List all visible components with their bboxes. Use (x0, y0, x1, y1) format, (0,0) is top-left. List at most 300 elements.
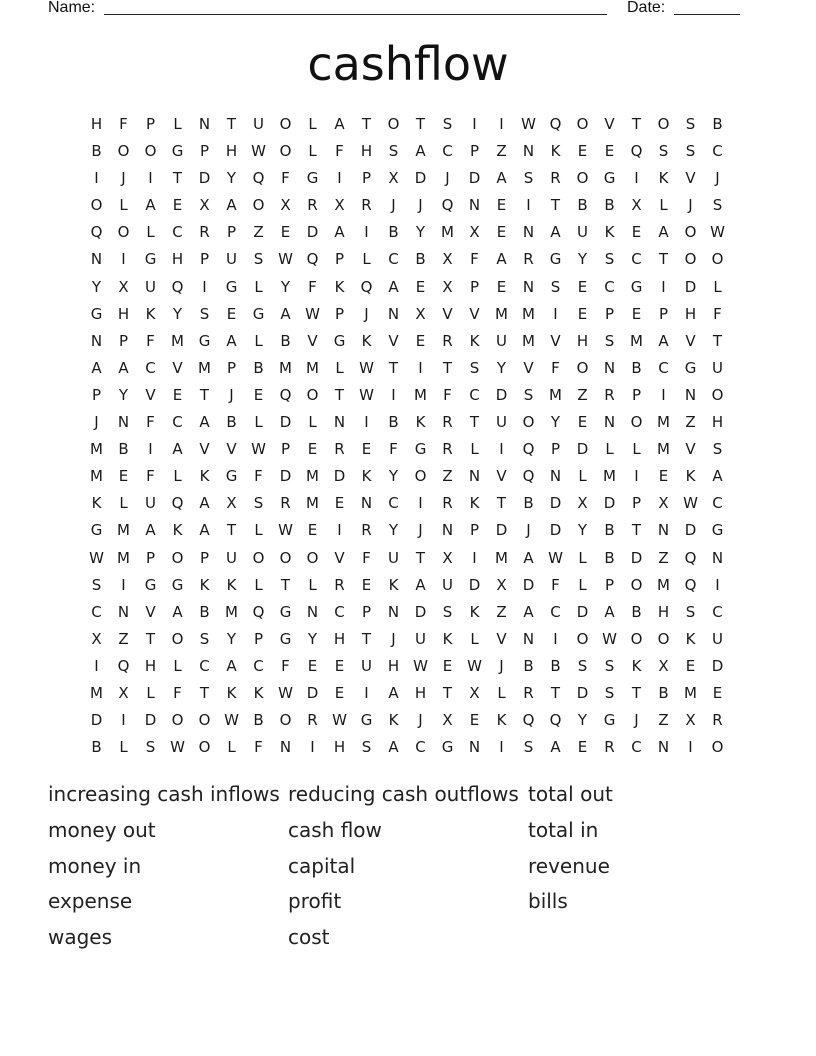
grid-letter[interactable]: D (495, 385, 508, 404)
grid-letter[interactable]: G (252, 304, 265, 323)
grid-letter[interactable]: D (414, 602, 427, 621)
grid-letter[interactable]: A (334, 115, 345, 133)
grid-letter[interactable]: E (334, 656, 345, 675)
grid-letter[interactable]: V (604, 115, 615, 133)
grid-letter[interactable]: T (226, 521, 237, 540)
grid-letter[interactable]: X (91, 629, 102, 648)
grid-letter[interactable]: N (603, 358, 616, 377)
grid-letter[interactable]: O (630, 413, 643, 432)
grid-letter[interactable]: I (553, 629, 558, 648)
grid-letter[interactable]: H (711, 413, 724, 432)
grid-letter[interactable]: L (254, 575, 263, 594)
grid-letter[interactable]: X (334, 196, 345, 215)
grid-letter[interactable]: J (121, 169, 126, 188)
grid-letter[interactable]: S (658, 142, 669, 161)
grid-letter[interactable]: Z (658, 548, 669, 567)
grid-letter[interactable]: L (254, 521, 263, 540)
grid-letter[interactable]: U (361, 656, 372, 675)
grid-letter[interactable]: Y (577, 521, 588, 540)
grid-letter[interactable]: M (522, 331, 535, 350)
grid-letter[interactable]: S (523, 385, 534, 404)
grid-letter[interactable]: E (280, 223, 291, 242)
grid-letter[interactable]: V (685, 331, 696, 350)
grid-letter[interactable]: R (712, 711, 723, 730)
grid-letter[interactable]: D (576, 683, 589, 702)
grid-letter[interactable]: W (170, 738, 185, 757)
grid-letter[interactable]: L (146, 223, 155, 242)
grid-letter[interactable]: L (470, 440, 479, 459)
grid-letter[interactable]: P (145, 115, 156, 133)
grid-letter[interactable]: L (254, 277, 263, 296)
grid-letter[interactable]: G (414, 440, 427, 459)
grid-letter[interactable]: K (91, 494, 102, 513)
grid-letter[interactable]: G (144, 250, 157, 269)
grid-letter[interactable]: X (469, 683, 480, 702)
grid-letter[interactable]: A (658, 223, 669, 242)
grid-letter[interactable]: I (472, 548, 477, 567)
grid-letter[interactable]: M (549, 385, 562, 404)
grid-letter[interactable]: X (577, 494, 588, 513)
grid-letter[interactable]: L (578, 575, 587, 594)
grid-letter[interactable]: M (441, 223, 454, 242)
grid-letter[interactable]: N (387, 304, 400, 323)
grid-letter[interactable]: L (497, 683, 506, 702)
grid-letter[interactable]: P (631, 385, 642, 404)
grid-letter[interactable]: S (550, 277, 561, 296)
grid-letter[interactable]: V (685, 169, 696, 188)
grid-letter[interactable]: E (361, 440, 372, 459)
grid-letter[interactable]: F (146, 413, 155, 432)
grid-letter[interactable]: M (495, 304, 508, 323)
grid-letter[interactable]: O (171, 548, 184, 567)
grid-letter[interactable]: I (634, 467, 639, 486)
grid-letter[interactable]: O (279, 115, 292, 133)
grid-letter[interactable]: L (470, 629, 479, 648)
grid-letter[interactable]: B (604, 548, 615, 567)
grid-letter[interactable]: K (226, 575, 237, 594)
grid-letter[interactable]: V (145, 602, 156, 621)
grid-letter[interactable]: P (199, 142, 210, 161)
grid-letter[interactable]: C (415, 738, 426, 757)
grid-letter[interactable]: B (118, 440, 129, 459)
grid-letter[interactable]: O (684, 250, 697, 269)
grid-letter[interactable]: L (254, 331, 263, 350)
grid-letter[interactable]: D (495, 521, 508, 540)
grid-letter[interactable]: I (337, 521, 342, 540)
grid-letter[interactable]: A (172, 602, 183, 621)
grid-letter[interactable]: F (281, 169, 290, 188)
grid-letter[interactable]: N (549, 467, 562, 486)
grid-letter[interactable]: I (661, 385, 666, 404)
grid-letter[interactable]: S (442, 115, 453, 133)
grid-letter[interactable]: R (334, 575, 345, 594)
grid-letter[interactable]: G (90, 521, 103, 540)
grid-letter[interactable]: E (577, 413, 588, 432)
grid-letter[interactable]: O (576, 629, 589, 648)
grid-letter[interactable]: L (308, 575, 317, 594)
grid-letter[interactable]: L (308, 142, 317, 161)
grid-letter[interactable]: I (472, 115, 477, 133)
grid-letter[interactable]: T (199, 683, 210, 702)
grid-letter[interactable]: U (388, 548, 399, 567)
grid-letter[interactable]: H (657, 602, 670, 621)
grid-letter[interactable]: Q (522, 467, 535, 486)
grid-letter[interactable]: T (631, 521, 642, 540)
grid-letter[interactable]: P (550, 440, 561, 459)
grid-letter[interactable]: L (335, 358, 344, 377)
grid-letter[interactable]: Z (496, 602, 507, 621)
grid-letter[interactable]: O (279, 711, 292, 730)
grid-letter[interactable]: T (226, 115, 237, 133)
grid-letter[interactable]: C (712, 142, 723, 161)
grid-letter[interactable]: C (388, 250, 399, 269)
grid-letter[interactable]: R (442, 413, 453, 432)
grid-letter[interactable]: H (333, 738, 346, 757)
grid-letter[interactable]: Q (171, 494, 184, 513)
grid-letter[interactable]: R (361, 521, 372, 540)
grid-letter[interactable]: H (90, 115, 103, 133)
grid-letter[interactable]: L (227, 738, 236, 757)
grid-letter[interactable]: P (604, 575, 615, 594)
grid-letter[interactable]: D (522, 575, 535, 594)
grid-letter[interactable]: L (605, 440, 614, 459)
grid-letter[interactable]: P (226, 358, 237, 377)
grid-letter[interactable]: G (225, 467, 238, 486)
grid-letter[interactable]: N (306, 602, 319, 621)
grid-letter[interactable]: H (360, 142, 373, 161)
grid-letter[interactable]: O (576, 358, 589, 377)
grid-letter[interactable]: D (576, 602, 589, 621)
grid-letter[interactable]: R (523, 683, 534, 702)
grid-letter[interactable]: Q (360, 277, 373, 296)
grid-letter[interactable]: Y (388, 467, 399, 486)
grid-letter[interactable]: C (604, 277, 615, 296)
grid-letter[interactable]: K (199, 467, 210, 486)
grid-letter[interactable]: X (631, 196, 642, 215)
grid-letter[interactable]: V (442, 304, 453, 323)
grid-letter[interactable]: U (226, 250, 237, 269)
grid-letter[interactable]: J (94, 413, 99, 432)
grid-letter[interactable]: M (90, 467, 103, 486)
grid-letter[interactable]: T (361, 629, 372, 648)
grid-letter[interactable]: E (712, 683, 723, 702)
grid-letter[interactable]: G (684, 358, 697, 377)
grid-letter[interactable]: F (389, 440, 398, 459)
grid-letter[interactable]: M (90, 440, 103, 459)
grid-letter[interactable]: K (145, 304, 156, 323)
grid-letter[interactable]: O (171, 711, 184, 730)
grid-letter[interactable]: K (388, 711, 399, 730)
grid-letter[interactable]: E (577, 142, 588, 161)
grid-letter[interactable]: F (470, 250, 479, 269)
grid-letter[interactable]: X (442, 711, 453, 730)
grid-letter[interactable]: I (121, 711, 126, 730)
grid-letter[interactable]: L (578, 548, 587, 567)
grid-letter[interactable]: N (684, 385, 697, 404)
grid-letter[interactable]: I (688, 738, 693, 757)
grid-letter[interactable]: D (603, 494, 616, 513)
grid-letter[interactable]: G (333, 331, 346, 350)
grid-letter[interactable]: E (172, 385, 183, 404)
grid-letter[interactable]: D (549, 494, 562, 513)
grid-letter[interactable]: O (171, 629, 184, 648)
grid-letter[interactable]: V (334, 548, 345, 567)
grid-letter[interactable]: W (467, 656, 482, 675)
grid-letter[interactable]: G (225, 277, 238, 296)
grid-letter[interactable]: A (226, 196, 237, 215)
grid-letter[interactable]: N (90, 250, 103, 269)
grid-letter[interactable]: C (442, 142, 453, 161)
grid-letter[interactable]: H (171, 250, 184, 269)
grid-letter[interactable]: Y (415, 223, 426, 242)
grid-letter[interactable]: Y (226, 169, 237, 188)
grid-letter[interactable]: Y (307, 629, 318, 648)
grid-letter[interactable]: A (415, 575, 426, 594)
grid-letter[interactable]: K (226, 683, 237, 702)
grid-letter[interactable]: V (199, 440, 210, 459)
grid-letter[interactable]: R (442, 440, 453, 459)
grid-letter[interactable]: R (604, 385, 615, 404)
grid-letter[interactable]: C (712, 494, 723, 513)
grid-letter[interactable]: E (685, 656, 696, 675)
grid-letter[interactable]: G (90, 304, 103, 323)
grid-letter[interactable]: T (658, 250, 669, 269)
grid-letter[interactable]: D (144, 711, 157, 730)
grid-letter[interactable]: J (418, 711, 423, 730)
grid-letter[interactable]: S (685, 142, 696, 161)
grid-letter[interactable]: P (658, 304, 669, 323)
grid-letter[interactable]: K (361, 331, 372, 350)
grid-letter[interactable]: F (551, 358, 560, 377)
grid-letter[interactable]: K (361, 467, 372, 486)
grid-letter[interactable]: Q (252, 602, 265, 621)
grid-letter[interactable]: A (523, 548, 534, 567)
grid-letter[interactable]: Q (306, 250, 319, 269)
grid-letter[interactable]: A (226, 656, 237, 675)
grid-letter[interactable]: U (712, 358, 723, 377)
grid-letter[interactable]: Y (280, 277, 291, 296)
name-field-line[interactable] (104, 14, 607, 15)
grid-letter[interactable]: S (145, 738, 156, 757)
grid-letter[interactable]: C (550, 602, 561, 621)
grid-letter[interactable]: K (388, 575, 399, 594)
grid-letter[interactable]: B (253, 711, 264, 730)
grid-letter[interactable]: D (279, 467, 292, 486)
grid-letter[interactable]: X (658, 656, 669, 675)
grid-letter[interactable]: W (251, 440, 266, 459)
grid-letter[interactable]: E (118, 467, 129, 486)
grid-letter[interactable]: B (253, 358, 264, 377)
grid-letter[interactable]: N (522, 277, 535, 296)
grid-letter[interactable]: B (550, 656, 561, 675)
grid-letter[interactable]: Q (549, 115, 562, 133)
grid-letter[interactable]: C (199, 656, 210, 675)
grid-letter[interactable]: X (118, 683, 129, 702)
grid-letter[interactable]: Q (684, 548, 697, 567)
grid-letter[interactable]: W (332, 711, 347, 730)
grid-letter[interactable]: O (90, 196, 103, 215)
grid-letter[interactable]: U (496, 331, 507, 350)
grid-letter[interactable]: O (684, 223, 697, 242)
grid-letter[interactable]: W (278, 683, 293, 702)
grid-letter[interactable]: O (387, 115, 400, 133)
grid-letter[interactable]: X (280, 196, 291, 215)
grid-letter[interactable]: W (89, 548, 104, 567)
grid-letter[interactable]: Q (171, 277, 184, 296)
grid-letter[interactable]: M (306, 494, 319, 513)
grid-letter[interactable]: I (715, 575, 720, 594)
grid-letter[interactable]: B (577, 196, 588, 215)
grid-letter[interactable]: B (199, 602, 210, 621)
grid-letter[interactable]: N (441, 521, 454, 540)
grid-letter[interactable]: W (278, 250, 293, 269)
grid-letter[interactable]: Q (684, 575, 697, 594)
grid-letter[interactable]: O (252, 196, 265, 215)
grid-letter[interactable]: K (685, 629, 696, 648)
grid-letter[interactable]: D (414, 169, 427, 188)
grid-letter[interactable]: Y (172, 304, 183, 323)
grid-letter[interactable]: X (442, 548, 453, 567)
grid-letter[interactable]: L (362, 250, 371, 269)
grid-letter[interactable]: A (496, 250, 507, 269)
grid-letter[interactable]: O (576, 115, 589, 133)
grid-letter[interactable]: R (550, 169, 561, 188)
grid-letter[interactable]: O (117, 223, 130, 242)
grid-letter[interactable]: M (630, 331, 643, 350)
grid-letter[interactable]: W (224, 711, 239, 730)
grid-letter[interactable]: P (334, 250, 345, 269)
grid-letter[interactable]: J (418, 196, 423, 215)
grid-letter[interactable]: E (226, 304, 237, 323)
grid-letter[interactable]: N (711, 548, 724, 567)
grid-letter[interactable]: B (604, 196, 615, 215)
grid-letter[interactable]: X (685, 711, 696, 730)
grid-letter[interactable]: U (577, 223, 588, 242)
grid-letter[interactable]: A (280, 304, 291, 323)
grid-letter[interactable]: R (361, 196, 372, 215)
grid-letter[interactable]: G (306, 169, 319, 188)
grid-letter[interactable]: N (657, 521, 670, 540)
grid-letter[interactable]: G (279, 629, 292, 648)
grid-letter[interactable]: P (361, 169, 372, 188)
grid-letter[interactable]: L (254, 413, 263, 432)
grid-letter[interactable]: T (442, 358, 453, 377)
grid-letter[interactable]: U (145, 277, 156, 296)
grid-letter[interactable]: N (117, 602, 130, 621)
grid-letter[interactable]: A (172, 440, 183, 459)
grid-letter[interactable]: D (279, 413, 292, 432)
grid-letter[interactable]: V (523, 358, 534, 377)
grid-letter[interactable]: J (445, 169, 450, 188)
grid-letter[interactable]: E (307, 656, 318, 675)
grid-letter[interactable]: L (173, 467, 182, 486)
grid-letter[interactable]: S (361, 738, 372, 757)
grid-letter[interactable]: L (632, 440, 641, 459)
grid-letter[interactable]: N (468, 738, 481, 757)
grid-letter[interactable]: T (388, 358, 399, 377)
grid-letter[interactable]: J (418, 521, 423, 540)
grid-letter[interactable]: W (602, 629, 617, 648)
grid-letter[interactable]: O (306, 548, 319, 567)
grid-letter[interactable]: K (334, 277, 345, 296)
grid-letter[interactable]: S (685, 115, 696, 133)
grid-letter[interactable]: D (468, 169, 481, 188)
grid-letter[interactable]: M (90, 683, 103, 702)
grid-letter[interactable]: L (713, 277, 722, 296)
grid-letter[interactable]: D (576, 440, 589, 459)
grid-letter[interactable]: W (251, 142, 266, 161)
grid-letter[interactable]: F (146, 331, 155, 350)
grid-letter[interactable]: M (522, 304, 535, 323)
grid-letter[interactable]: S (604, 656, 615, 675)
grid-letter[interactable]: E (658, 467, 669, 486)
grid-letter[interactable]: A (199, 494, 210, 513)
grid-letter[interactable]: Z (658, 711, 669, 730)
grid-letter[interactable]: B (280, 331, 291, 350)
grid-letter[interactable]: R (307, 196, 318, 215)
grid-letter[interactable]: K (550, 142, 561, 161)
grid-letter[interactable]: E (496, 196, 507, 215)
grid-letter[interactable]: G (603, 169, 616, 188)
grid-letter[interactable]: F (254, 467, 263, 486)
grid-letter[interactable]: K (172, 521, 183, 540)
grid-letter[interactable]: I (391, 385, 396, 404)
grid-letter[interactable]: J (526, 521, 531, 540)
grid-letter[interactable]: J (688, 196, 693, 215)
grid-letter[interactable]: O (306, 385, 319, 404)
grid-letter[interactable]: E (307, 440, 318, 459)
grid-letter[interactable]: M (198, 358, 211, 377)
grid-letter[interactable]: U (415, 629, 426, 648)
grid-letter[interactable]: D (684, 521, 697, 540)
grid-letter[interactable]: B (631, 358, 642, 377)
grid-letter[interactable]: J (364, 304, 369, 323)
grid-letter[interactable]: N (657, 738, 670, 757)
grid-letter[interactable]: I (364, 413, 369, 432)
grid-letter[interactable]: N (279, 738, 292, 757)
grid-letter[interactable]: S (712, 196, 723, 215)
grid-letter[interactable]: D (333, 467, 346, 486)
grid-letter[interactable]: E (469, 711, 480, 730)
grid-letter[interactable]: P (226, 223, 237, 242)
grid-letter[interactable]: G (144, 575, 157, 594)
grid-letter[interactable]: G (360, 711, 373, 730)
grid-letter[interactable]: S (523, 738, 534, 757)
grid-letter[interactable]: M (495, 548, 508, 567)
grid-letter[interactable]: Q (252, 169, 265, 188)
grid-letter[interactable]: M (117, 521, 130, 540)
grid-letter[interactable]: I (364, 683, 369, 702)
grid-letter[interactable]: E (577, 277, 588, 296)
grid-letter[interactable]: E (172, 196, 183, 215)
grid-letter[interactable]: W (710, 223, 725, 242)
grid-letter[interactable]: N (603, 413, 616, 432)
grid-letter[interactable]: U (442, 575, 453, 594)
grid-letter[interactable]: T (631, 683, 642, 702)
grid-letter[interactable]: K (685, 467, 696, 486)
grid-letter[interactable]: P (334, 304, 345, 323)
grid-letter[interactable]: W (305, 304, 320, 323)
grid-letter[interactable]: T (469, 413, 480, 432)
grid-letter[interactable]: Q (630, 142, 643, 161)
grid-letter[interactable]: I (202, 277, 207, 296)
grid-letter[interactable]: A (415, 142, 426, 161)
grid-letter[interactable]: L (659, 196, 668, 215)
grid-letter[interactable]: L (119, 494, 128, 513)
grid-letter[interactable]: A (712, 467, 723, 486)
grid-letter[interactable]: Y (388, 521, 399, 540)
grid-letter[interactable]: K (469, 602, 480, 621)
